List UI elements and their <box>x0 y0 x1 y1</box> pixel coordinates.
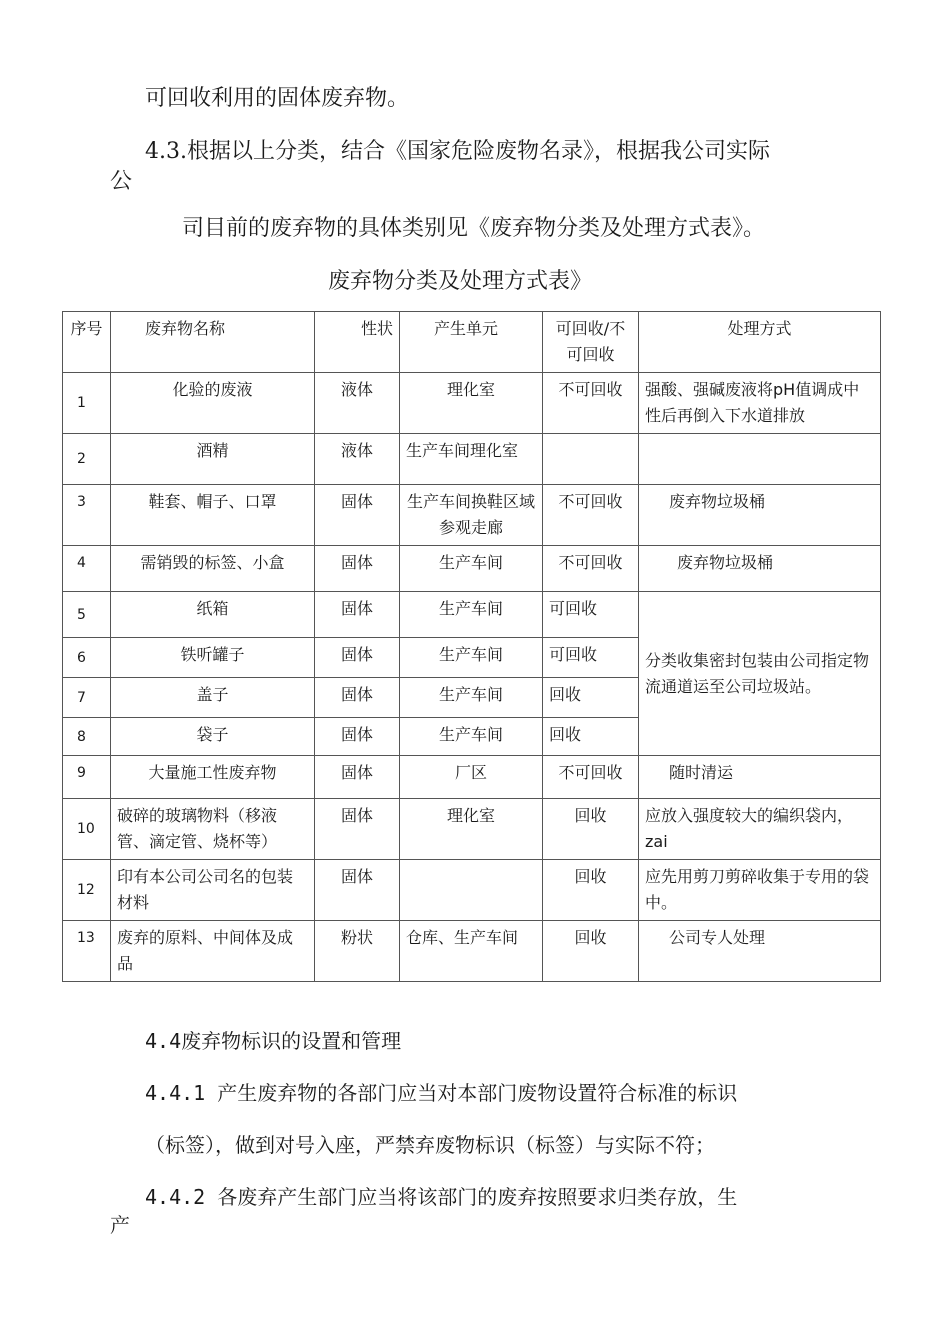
row-no: 4 <box>63 546 111 592</box>
row-no: 7 <box>63 678 111 718</box>
header-no: 序号 <box>63 312 111 373</box>
row-name: 废弃的原料、中间体及成品 <box>111 921 315 982</box>
row-name: 大量施工性废弃物 <box>111 756 315 799</box>
row-unit: 生产车间 <box>400 718 543 756</box>
row-method-merged: 分类收集密封包装由公司指定物流通道运至公司垃圾站。 <box>639 592 881 756</box>
row-state: 固体 <box>315 485 400 546</box>
row-name: 酒精 <box>111 434 315 485</box>
table-row <box>63 434 881 485</box>
row-no: 6 <box>63 638 111 678</box>
paragraph-recyclable-solid: 可回收利用的固体废弃物。 <box>145 86 410 111</box>
row-name: 需销毁的标签、小盒 <box>111 546 315 592</box>
row-unit: 厂区 <box>400 756 543 799</box>
row-name: 纸箱 <box>111 592 315 638</box>
row-recycle: 回收 <box>543 678 639 718</box>
waste-classification-table <box>62 311 881 982</box>
row-recycle: 回收 <box>543 860 639 921</box>
row-no: 1 <box>63 373 111 434</box>
header-state: 性状 <box>315 312 400 373</box>
row-method: 强酸、强碱废液将pH值调成中性后再倒入下水道排放 <box>639 373 881 434</box>
table-row <box>63 799 881 860</box>
paragraph-category-ref: 司目前的废弃物的具体类别见《废弃物分类及处理方式表》。 <box>182 216 766 241</box>
row-no: 5 <box>63 592 111 638</box>
row-recycle: 回收 <box>543 921 639 982</box>
row-state: 液体 <box>315 434 400 485</box>
table-row <box>63 485 881 546</box>
row-unit <box>400 860 543 921</box>
table-row <box>63 373 881 434</box>
row-recycle: 不可回收 <box>543 546 639 592</box>
row-recycle: 可回收 <box>543 592 639 638</box>
row-name: 袋子 <box>111 718 315 756</box>
row-name: 破碎的玻璃物料（移液管、滴定管、烧杯等） <box>111 799 315 860</box>
row-name: 铁听罐子 <box>111 638 315 678</box>
row-state: 固体 <box>315 678 400 718</box>
header-name: 废弃物名称 <box>111 312 315 373</box>
row-name: 盖子 <box>111 678 315 718</box>
row-no: 9 <box>63 756 111 799</box>
row-name: 鞋套、帽子、口罩 <box>111 485 315 546</box>
row-state: 液体 <box>315 373 400 434</box>
row-recycle: 回收 <box>543 718 639 756</box>
row-state: 固体 <box>315 756 400 799</box>
row-name: 印有本公司公司名的包装材料 <box>111 860 315 921</box>
row-method: 随时清运 <box>639 756 881 799</box>
paragraph-4-3-wrap: 公 <box>110 169 133 194</box>
row-recycle: 回收 <box>543 799 639 860</box>
row-recycle: 可回收 <box>543 638 639 678</box>
header-recycle: 可回收/不可回收 <box>543 312 639 373</box>
paragraph-4-4-1: 4.4.1 产生废弃物的各部门应当对本部门废物设置符合标准的标识 <box>145 1081 738 1105</box>
row-state: 固体 <box>315 718 400 756</box>
row-no: 13 <box>63 921 111 982</box>
paragraph-4-4-2: 4.4.2 各废弃产生部门应当将该部门的废弃按照要求归类存放，生 <box>145 1185 738 1209</box>
row-unit: 生产车间 <box>400 546 543 592</box>
table-title: 废弃物分类及处理方式表》 <box>328 269 593 294</box>
row-method: 应放入强度较大的编织袋内，zai <box>639 799 881 860</box>
row-no: 12 <box>63 860 111 921</box>
row-recycle <box>543 434 639 485</box>
row-unit: 理化室 <box>400 373 543 434</box>
row-method: 废弃物垃圾桶 <box>639 546 881 592</box>
row-unit: 生产车间理化室 <box>400 434 543 485</box>
row-no: 2 <box>63 434 111 485</box>
row-unit: 生产车间 <box>400 678 543 718</box>
paragraph-4-4-2-wrap: 产 <box>110 1213 130 1237</box>
row-unit: 生产车间 <box>400 638 543 678</box>
row-recycle: 不可回收 <box>543 373 639 434</box>
table-row <box>63 592 881 638</box>
table-row <box>63 756 881 799</box>
paragraph-4-4-1-cont: （标签），做到对号入座，严禁弃废物标识（标签）与实际不符； <box>145 1133 715 1157</box>
row-method: 公司专人处理 <box>639 921 881 982</box>
paragraph-4-3: 4.3.根据以上分类，结合《国家危险废物名录》，根据我公司实际 <box>145 139 770 164</box>
row-unit: 生产车间 <box>400 592 543 638</box>
row-no: 8 <box>63 718 111 756</box>
row-no: 3 <box>63 485 111 546</box>
row-no: 10 <box>63 799 111 860</box>
row-state: 固体 <box>315 592 400 638</box>
row-unit: 生产车间换鞋区域参观走廊 <box>400 485 543 546</box>
row-method: 废弃物垃圾桶 <box>639 485 881 546</box>
row-name: 化验的废液 <box>111 373 315 434</box>
table-row <box>63 546 881 592</box>
section-4-4-heading: 4.4废弃物标识的设置和管理 <box>145 1029 402 1053</box>
table-row <box>63 860 881 921</box>
row-method: 应先用剪刀剪碎收集于专用的袋中。 <box>639 860 881 921</box>
table-header-row <box>63 312 881 373</box>
row-state: 固体 <box>315 546 400 592</box>
header-unit: 产生单元 <box>400 312 543 373</box>
row-recycle: 不可回收 <box>543 485 639 546</box>
row-unit: 理化室 <box>400 799 543 860</box>
row-state: 固体 <box>315 799 400 860</box>
header-method: 处理方式 <box>639 312 881 373</box>
row-method <box>639 434 881 485</box>
row-recycle: 不可回收 <box>543 756 639 799</box>
row-unit: 仓库、生产车间 <box>400 921 543 982</box>
row-state: 固体 <box>315 638 400 678</box>
table-row <box>63 921 881 982</box>
row-state: 固体 <box>315 860 400 921</box>
row-state: 粉状 <box>315 921 400 982</box>
